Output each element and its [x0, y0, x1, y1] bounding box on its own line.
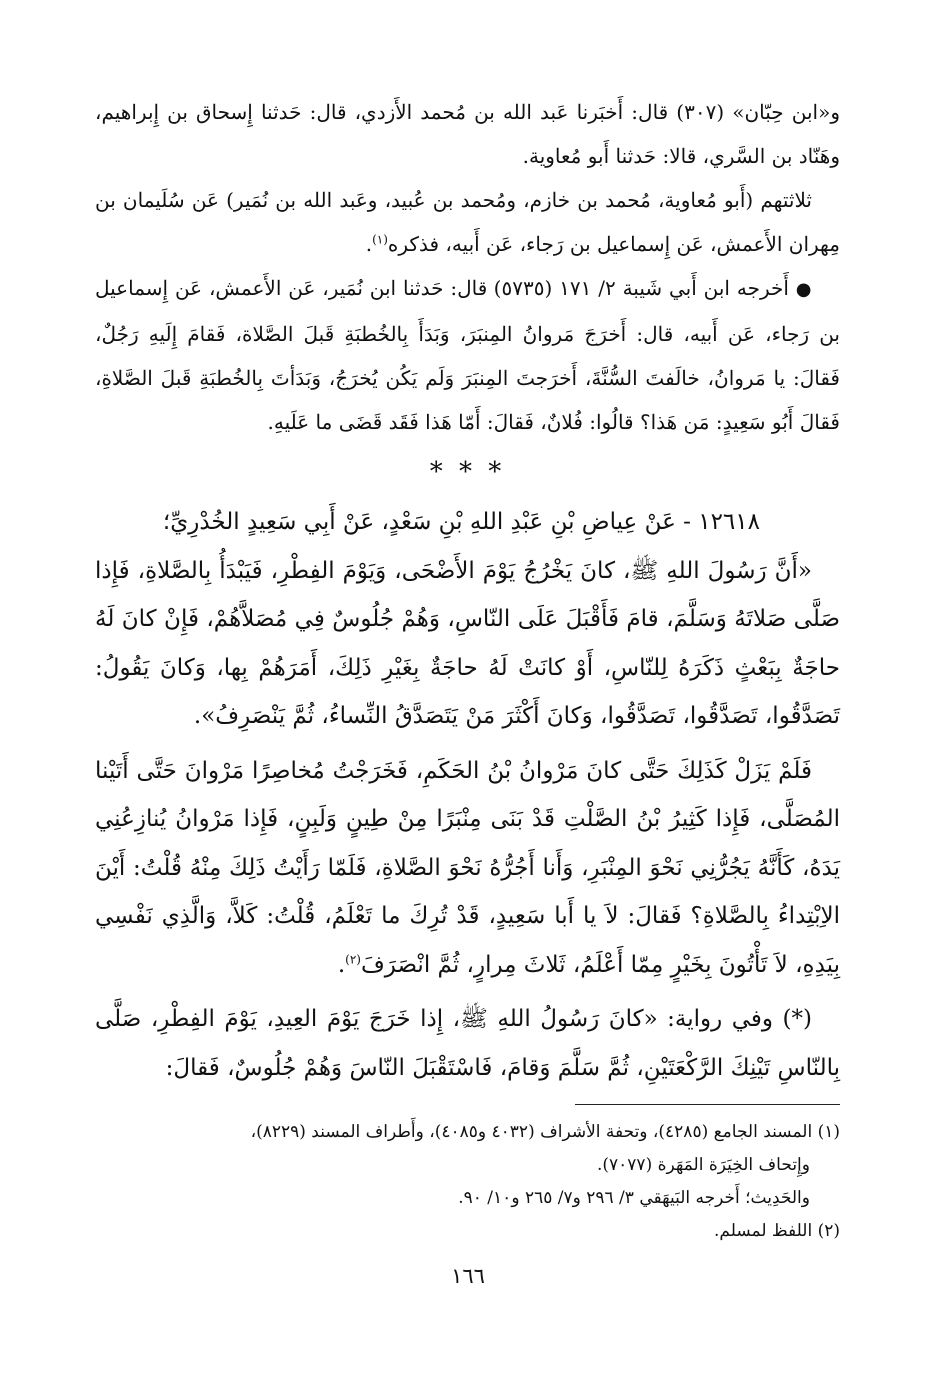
main-text	[95, 90, 840, 1092]
footnote-1-line: (١) المسند الجامع (٤٢٨٥)، وتحفة الأشراف (٤٠٣٢ و٤٠٨٥)، وأَطراف المسند (٨٢٢٩)،	[250, 1122, 840, 1142]
bullet-icon: ●	[795, 279, 812, 300]
hadith-matn: «أَنَّ رَسُولَ اللهِ ﷺ، كانَ يَخْرُجُ يَوْمَ الأَضْحَى، وَيَوْمَ الفِطْرِ، فَيَبْدَأُ بِالصَّلاةِ، فَإِذا صَلَّى صَلاتَهُ وَسَلَّمَ، قامَ فَأَقْبَلَ عَلَى النّاسِ، وَهُمْ جُلُوسٌ فِي مُصَلاَّهُمْ، فَإِنْ كانَ لَهُ حاجَةٌ بِبَعْثٍ ذَكَرَهُ لِلنّاسِ، أَوْ كانَتْ لَهُ حاجَةٌ بِغَيْرِ ذَلِكَ، أَمَرَهُمْ بِها، وَكانَ يَقُولُ: تَصَدَّقُوا، تَصَدَّقُوا، تَصَدَّقُوا، وَكانَ أَكْثَرَ مَنْ يَتَصَدَّقُ النِّساءُ، ثُمَّ يَنْصَرِفُ».	[95, 557, 840, 729]
footnote-1-line: والحَدِيث؛ أَخرجه البَيهَقي ٣/ ٢٩٦ و٧/ ٢٦٥ و١٠/ ٩٠.	[458, 1188, 810, 1208]
hadith-story: فَلَمْ يَزَلْ كَذَلِكَ حَتَّى كانَ مَرْوانُ بْنُ الحَكَمِ، فَخَرَجْتُ مُخاصِرًا مَرْوانَ حَتَّى أَتَيْنا المُصَلَّى، فَإِذا كَثِيرُ بْنُ الصَّلْتِ قَدْ بَنَى مِنْبَرًا مِنْ طِينٍ وَلَبِنٍ، فَإِذا مَرْوانُ يُنازِعُنِي يَدَهُ، كَأَنَّهُ يَجُرُّنِي نَحْوَ المِنْبَرِ، وَأَنا أَجُرُّهُ نَحْوَ الصَّلاةِ، فَلَمّا رَأَيْتُ ذَلِكَ مِنْهُ قُلْتُ: أَيْنَ الاِبْتِداءُ بِالصَّلاةِ؟ فَقالَ: لاَ يا أَبا سَعِيدٍ، قَدْ تُرِكَ ما تَعْلَمُ، قُلْتُ: كَلاَّ، وَالَّذِي نَفْسِي بِيَدِهِ، لاَ تَأْتُونَ بِخَيْرٍ مِمّا أَعْلَمُ، ثَلاثَ مِرارٍ، ثُمَّ انْصَرَفَ$^{(٢)}$.	[95, 757, 840, 978]
intro-paragraph: و«ابن حِبّان» (٣٠٧) قال: أَخبَرنا عَبد الله بن مُحمد الأَزدي، قال: حَدثنا إِسحاق بن إِبراهيم، وهَنّاد بن السَّري، قالا: حَدثنا أَبو مُعاوية.	[95, 100, 840, 168]
footnote-1-line: وإِتحاف الخِيَرَة المَهَرة (٧٠٧٧).	[596, 1155, 810, 1175]
intro-section	[95, 90, 840, 444]
section-separator: * * *	[429, 457, 506, 487]
footnote-divider	[575, 1104, 840, 1105]
hadith-number: ١٢٦١٨	[698, 509, 760, 535]
page-number: ١٦٦	[451, 1264, 485, 1288]
footnote-ref-1[interactable]: (١)	[372, 232, 388, 247]
hadith-variant: (*) وفي رواية: «كانَ رَسُولُ اللهِ ﷺ، إِذا خَرَجَ يَوْمَ العِيدِ، يَوْمَ الفِطْرِ، صَلَّى بِالنّاسِ تَيْنِكَ الرَّكْعَتَيْنِ، ثُمَّ سَلَّمَ وَقامَ، فَاسْتَقْبَلَ النّاسَ وَهُمْ جُلُوسٌ، فَقالَ:	[95, 1006, 840, 1081]
hadith-section	[95, 498, 840, 1092]
intro-text: ثلاثتهم (أَبو مُعاوية، مُحمد بن خازم، ومُحمد بن عُبيد، وعَبد الله بن نُمَير) عَن سُلَيمان بن مِهران الأَعمش، عَن إِسماعيل بن رَجاء، عَن أَبيه، فذكره	[95, 188, 840, 256]
hadith-story-text: فَلَمْ يَزَلْ كَذَلِكَ حَتَّى كانَ مَرْوانُ بْنُ الحَكَمِ، فَخَرَجْتُ مُخاصِرًا مَرْوانَ حَتَّى أَتَيْنا المُصَلَّى، فَإِذا كَثِيرُ بْنُ الصَّلْتِ قَدْ بَنَى مِنْبَرًا مِنْ طِينٍ وَلَبِنٍ، فَإِذا مَرْوانُ يُنازِعُنِي يَدَهُ، كَأَنَّهُ يَجُرُّنِي نَحْوَ المِنْبَرِ، وَأَنا أَجُرُّهُ نَحْوَ الصَّلاةِ، فَلَمّا رَأَيْتُ ذَلِكَ مِنْهُ قُلْتُ: أَيْنَ الاِبْتِداءُ بِالصَّلاةِ؟ فَقالَ: لاَ يا أَبا سَعِيدٍ، قَدْ تُرِكَ ما تَعْلَمُ، قُلْتُ: كَلاَّ، وَالَّذِي نَفْسِي بِيَدِهِ، لاَ تَأْتُونَ بِخَيْرٍ مِمّا أَعْلَمُ، ثَلاثَ مِرارٍ، ثُمَّ انْصَرَفَ	[95, 757, 840, 978]
hadith-heading	[95, 498, 840, 547]
takhrij-paragraph	[95, 266, 840, 444]
takhrij-text: أَخرجه ابن أَبي شَيبة ٢/ ١٧١ (٥٧٣٥) قال: حَدثنا ابن نُمَير، عَن الأَعمش، عَن إِسماعيل بن رَجاء، عَن أَبيه، قال: أَخرَجَ مَروانُ المِنبَرَ، وَبَدَأَ بِالخُطبَةِ قَبلَ الصَّلاة، فَقامَ إِلَيهِ رَجُلٌ، فَقالَ: يا مَروانُ، خالَفتَ السُّنَّةَ، أَخرَجتَ المِنبَرَ وَلَم يَكُن يُخرَجُ، وَبَدَأتَ بِالخُطبَةِ قَبلَ الصَّلاةِ، فَقالَ أَبُو سَعِيدٍ: مَن هَذا؟ قالُوا: فُلانٌ، فَقالَ: أَمّا هَذا فَقَد قَضَى ما عَلَيهِ.	[95, 276, 840, 434]
intro-paragraph: ثلاثتهم (أَبو مُعاوية، مُحمد بن خازم، ومُحمد بن عُبيد، وعَبد الله بن نُمَير) عَن سُلَيمان بن مِهران الأَعمش، عَن إِسماعيل بن رَجاء، عَن أَبيه، فذكره$^{(١)}$.	[95, 188, 840, 256]
footnotes	[95, 1116, 840, 1248]
footnote-ref-2[interactable]: (٢)	[345, 951, 361, 966]
hadith-isnad: - عَنْ عِياضِ بْنِ عَبْدِ اللهِ بْنِ سَعْدٍ، عَنْ أَبِي سَعِيدٍ الخُدْرِيِّ؛	[162, 509, 691, 535]
footnote-2: (٢) اللفظ لمسلم.	[713, 1221, 840, 1241]
